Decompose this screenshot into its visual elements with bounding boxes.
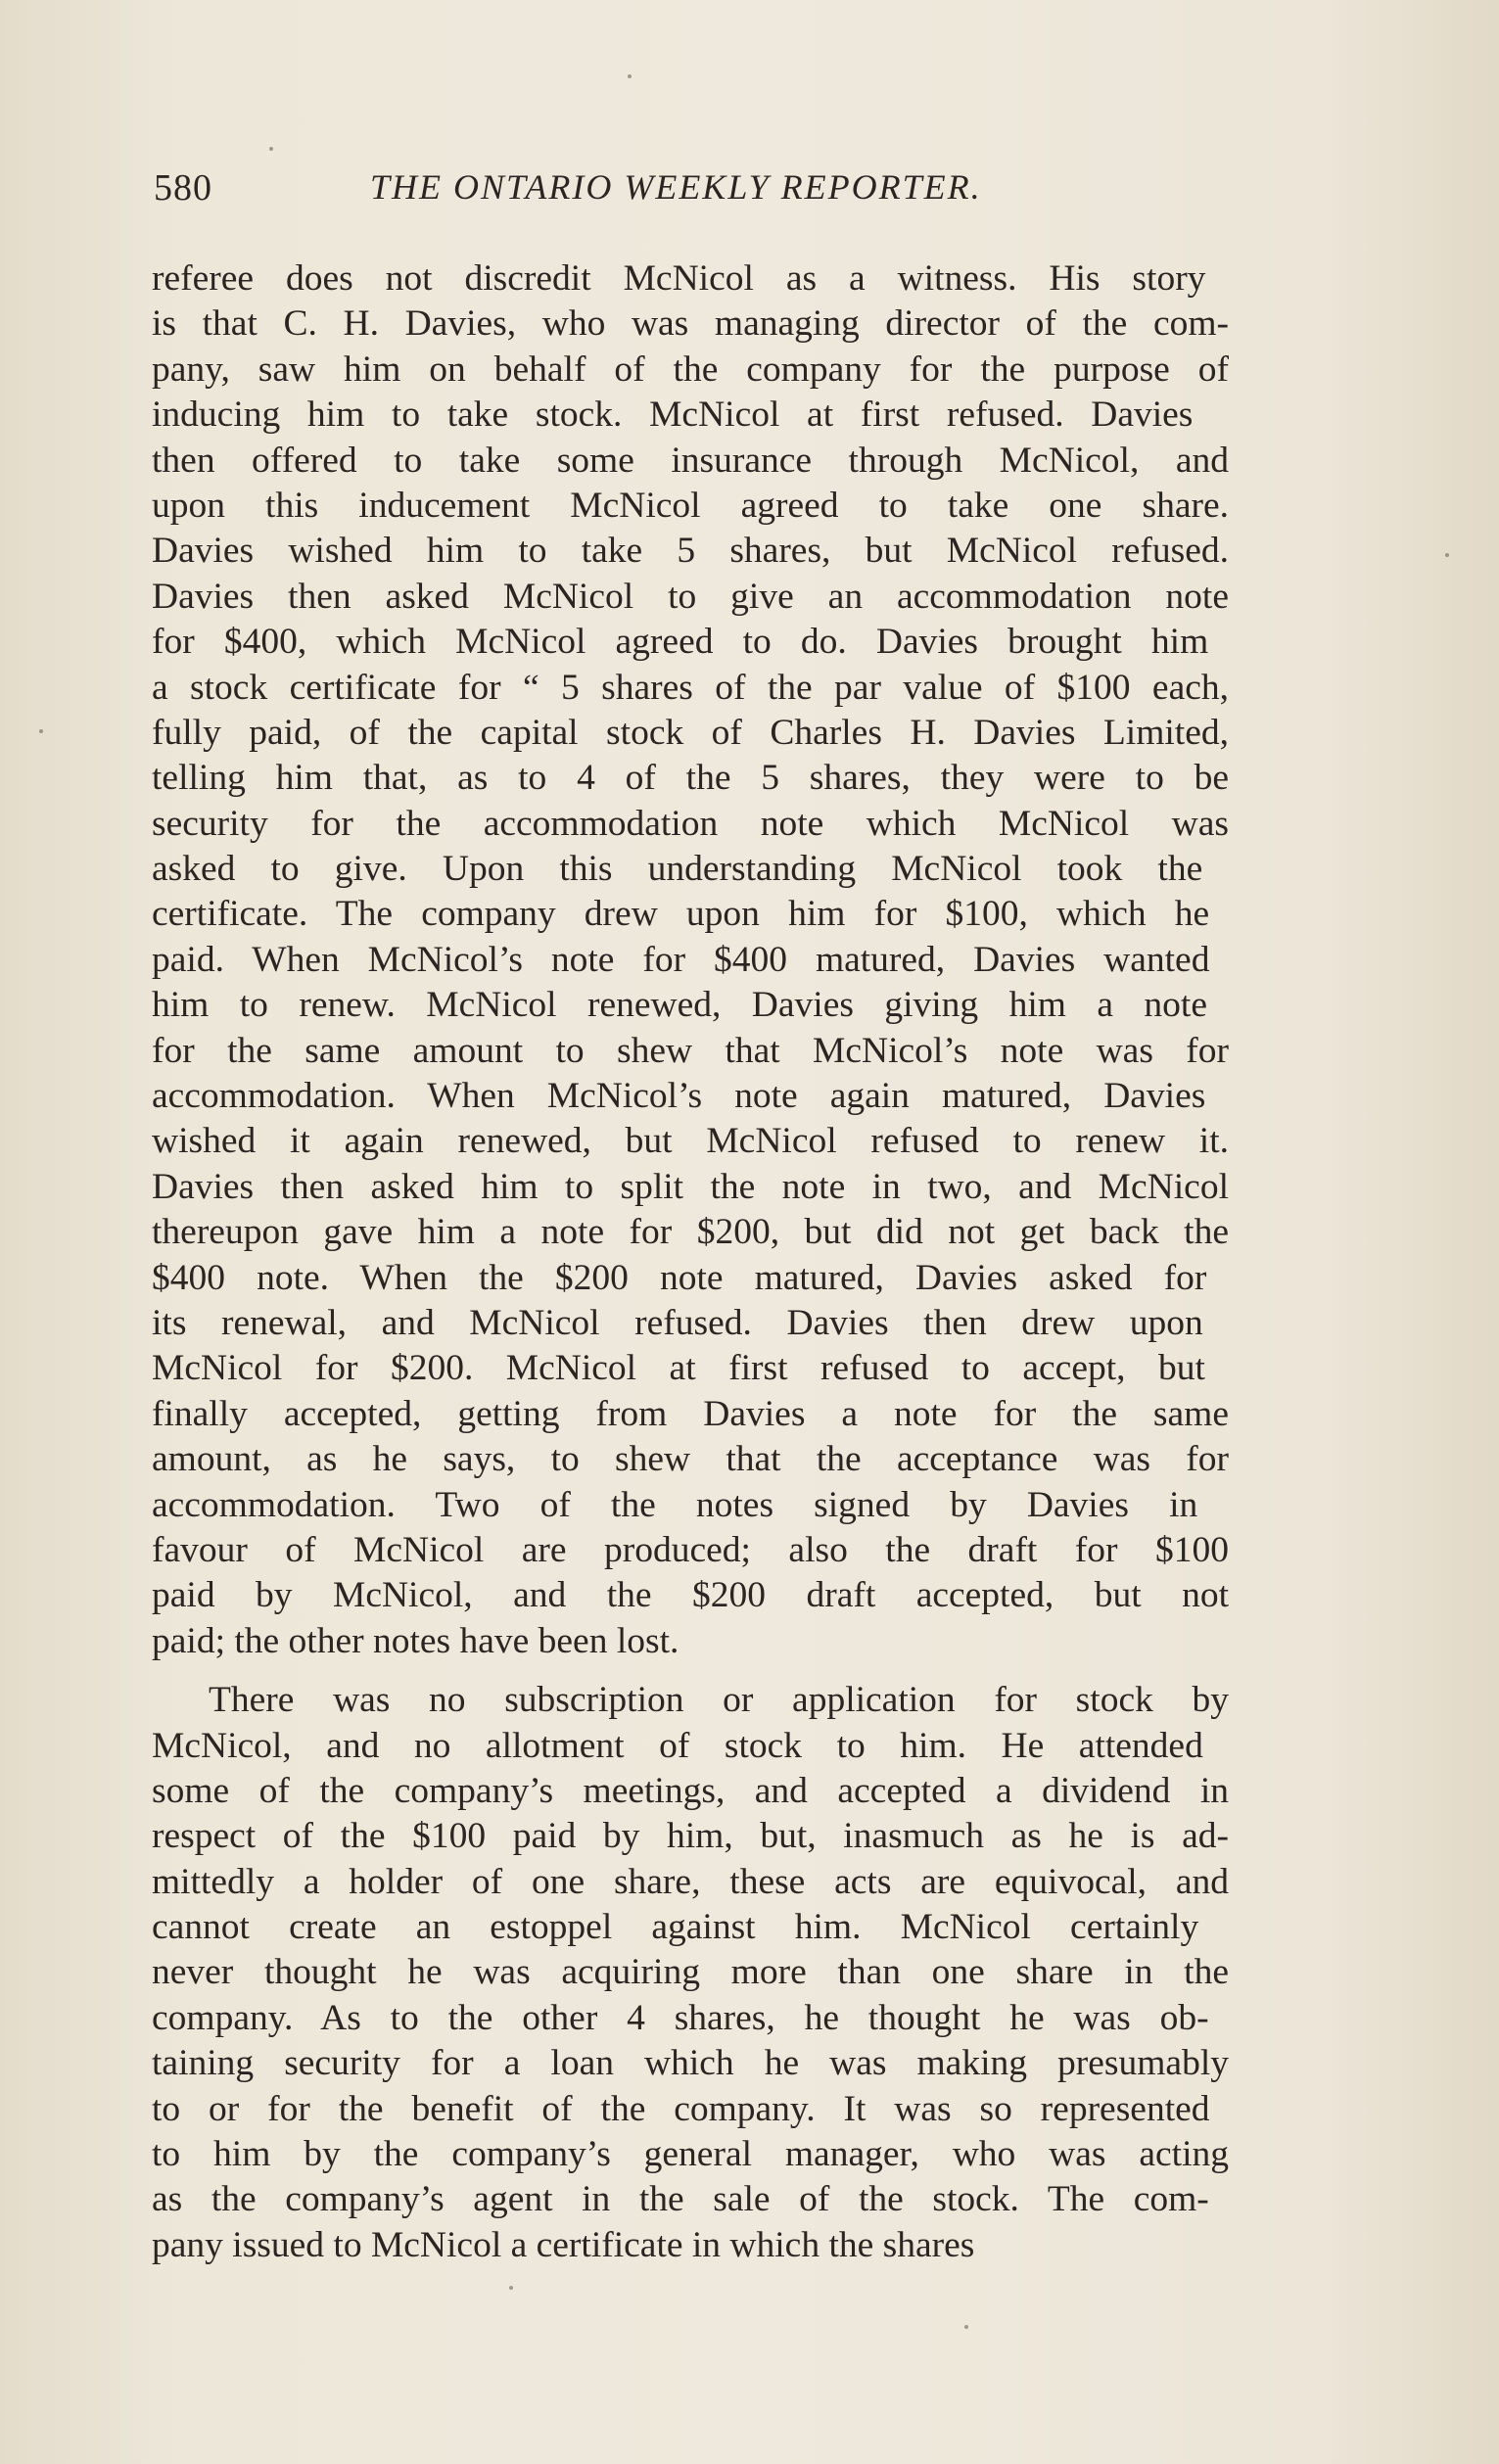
text-line: accommodation. Two of the notes signed by Davies in: [152, 1484, 1198, 1525]
paragraph: [152, 1678, 1229, 2268]
text-line: favour of McNicol are produced; also the draft for $100: [152, 1529, 1229, 1570]
text-line: then offered to take some insurance through McNicol, and: [152, 440, 1229, 481]
text-line: inducing him to take stock. McNicol at first refused. Davies: [152, 395, 1194, 436]
text-line: referee does not discredit McNicol as a witness. His story: [152, 258, 1206, 299]
text-line: company. As to the other 4 shares, he thought he was ob-: [152, 1997, 1209, 2038]
paper-speck: [269, 147, 273, 151]
paragraph: [152, 256, 1229, 1664]
text-line: mittedly a holder of one share, these acts are equivocal, and: [152, 1861, 1229, 1902]
text-line: McNicol, and no allotment of stock to him. He attended: [152, 1725, 1203, 1766]
text-line: cannot create an estoppel against him. McNicol certainly: [152, 1907, 1199, 1948]
paper-speck: [39, 729, 43, 733]
paper-speck: [964, 2325, 968, 2329]
text-line: never thought he was acquiring more than one share in the: [152, 1952, 1229, 1993]
paper-speck: [628, 74, 632, 78]
text-line: paid. When McNicol’s note for $400 matured, Davies wanted: [152, 939, 1210, 980]
text-line: him to renew. McNicol renewed, Davies giving him a note: [152, 985, 1207, 1026]
text-line: to or for the benefit of the company. It was so represented: [152, 2088, 1210, 2129]
paper-speck: [1445, 553, 1449, 557]
text-line: a stock certificate for “ 5 shares of the par value of $100 each,: [152, 667, 1229, 708]
text-line: McNicol for $200. McNicol at first refused to accept, but: [152, 1348, 1205, 1389]
page-header: [154, 166, 1015, 215]
text-line: thereupon gave him a note for $200, but did not get back the: [152, 1212, 1229, 1253]
body-text: [152, 256, 1229, 2268]
text-line: taining security for a loan which he was making presumably: [152, 2043, 1229, 2084]
text-line: finally accepted, getting from Davies a note for the same: [152, 1393, 1229, 1434]
text-line: $400 note. When the $200 note matured, Davies asked for: [152, 1257, 1207, 1298]
text-line: some of the company’s meetings, and accepted a dividend in: [152, 1770, 1229, 1811]
text-line: There was no subscription or application for stock by: [209, 1680, 1229, 1721]
text-line: asked to give. Upon this understanding McNicol took the: [152, 849, 1203, 890]
text-line: amount, as he says, to shew that the acceptance was for: [152, 1439, 1229, 1480]
text-line: upon this inducement McNicol agreed to take one share.: [152, 485, 1229, 526]
text-line: pany, saw him on behalf of the company for the purpose of: [152, 349, 1229, 390]
text-line: Davies wished him to take 5 shares, but McNicol refused.: [152, 531, 1229, 572]
text-line: is that C. H. Davies, who was managing director of the com-: [152, 303, 1229, 345]
text-line: pany issued to McNicol a certificate in which the shares: [152, 2224, 975, 2265]
paragraph-gap: [152, 1664, 1229, 1678]
text-line: as the company’s agent in the sale of the stock. The com-: [152, 2179, 1209, 2220]
text-line: paid; the other notes have been lost.: [152, 1620, 679, 1661]
text-line: for the same amount to shew that McNicol’s note was for: [152, 1030, 1229, 1071]
paper-speck: [509, 2286, 513, 2290]
text-line: Davies then asked him to split the note in two, and McNicol: [152, 1166, 1229, 1207]
text-line: accommodation. When McNicol’s note again matured, Davies: [152, 1076, 1206, 1117]
page-number: 580: [154, 167, 212, 209]
text-line: security for the accommodation note which McNicol was: [152, 803, 1229, 844]
text-line: wished it again renewed, but McNicol refused to renew it.: [152, 1121, 1229, 1162]
text-line: respect of the $100 paid by him, but, inasmuch as he is ad-: [152, 1816, 1229, 1857]
text-line: Davies then asked McNicol to give an accommodation note: [152, 576, 1229, 617]
text-line: telling him that, as to 4 of the 5 shares, they were to be: [152, 758, 1229, 799]
text-line: fully paid, of the capital stock of Charles H. Davies Limited,: [152, 712, 1229, 753]
running-title: THE ONTARIO WEEKLY REPORTER.: [370, 167, 982, 207]
text-line: its renewal, and McNicol refused. Davies then drew upon: [152, 1302, 1203, 1343]
text-line: certificate. The company drew upon him for $100, which he: [152, 894, 1210, 935]
text-line: to him by the company’s general manager, who was acting: [152, 2134, 1229, 2175]
text-line: for $400, which McNicol agreed to do. Davies brought him: [152, 622, 1209, 663]
text-line: paid by McNicol, and the $200 draft accepted, but not: [152, 1575, 1229, 1616]
